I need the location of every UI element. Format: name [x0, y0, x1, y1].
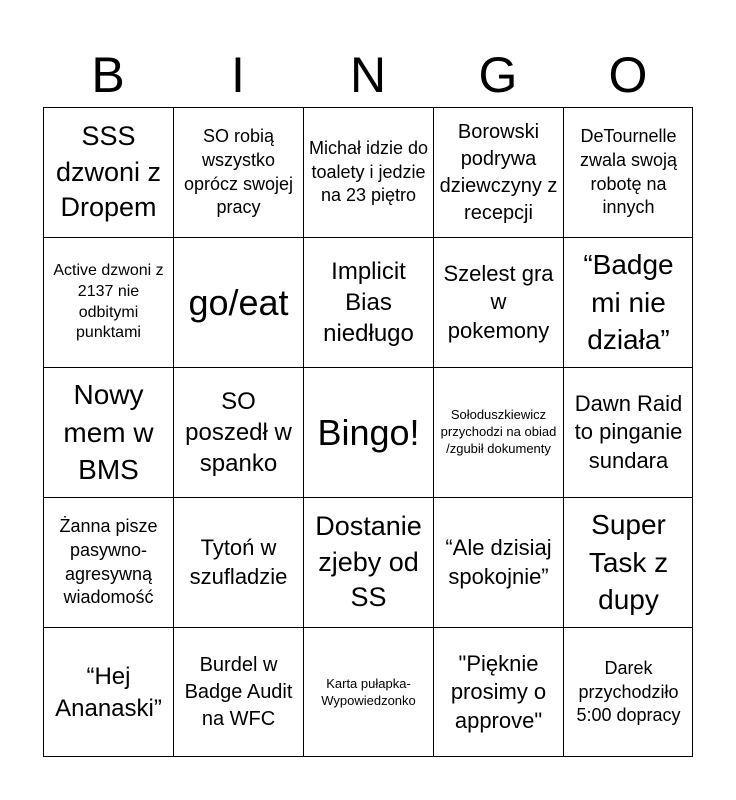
- cell-text: Dostanie zjeby od SS: [315, 510, 422, 613]
- bingo-cell: [433, 107, 563, 237]
- bingo-cell: [433, 627, 563, 757]
- cell-text: Szelest gra w pokemony: [443, 260, 554, 343]
- cell-text: Active dzwoni z 2137 nie odbitymi punktami: [53, 261, 164, 342]
- bingo-cell: [43, 497, 173, 627]
- bingo-cell: [173, 107, 303, 237]
- cell-text: "Pięknie prosimy o approve": [450, 650, 547, 733]
- bingo-cell: [433, 497, 563, 627]
- cell-text: “Ale dzisiaj spokojnie”: [445, 534, 552, 589]
- cell-text: SO poszedł w spanko: [185, 387, 292, 478]
- header-letter-n: N: [349, 47, 387, 103]
- bingo-cell: [303, 107, 433, 237]
- header-letter-i: I: [231, 47, 245, 103]
- cell-text: Super Task z dupy: [588, 508, 669, 616]
- cell-text: Nowy mem w BMS: [63, 378, 154, 486]
- bingo-cell: [563, 497, 693, 627]
- cell-text: go/eat: [188, 281, 289, 323]
- free-space-text: Bingo!: [317, 411, 420, 453]
- cell-text: DeTournelle zwala swoją robotę na innych: [579, 125, 678, 218]
- bingo-cell: [43, 237, 173, 367]
- cell-text: “Badge mi nie działa”: [583, 248, 674, 356]
- cell-text: Karta pułapka- Wypowiedzonko: [321, 675, 416, 708]
- header-letter-g: G: [478, 47, 518, 103]
- bingo-cell: [303, 237, 433, 367]
- bingo-cell: [433, 367, 563, 497]
- cell-text: Michał idzie do toalety i jedzie na 23 piętro: [308, 137, 429, 206]
- bingo-cell: [563, 237, 693, 367]
- bingo-cell: [173, 627, 303, 757]
- cell-text: SSS dzwoni z Dropem: [55, 120, 162, 223]
- bingo-cell: [303, 497, 433, 627]
- cell-text: “Hej Ananaski”: [55, 663, 162, 722]
- cell-text: Tytoń w szufladzie: [189, 534, 288, 589]
- bingo-header: [43, 42, 693, 108]
- bingo-cell: [173, 497, 303, 627]
- bingo-board: [43, 107, 693, 757]
- cell-text: Sołoduszkiewicz przychodzi na obiad /zgubił dokumenty: [440, 407, 557, 456]
- bingo-cell: [43, 367, 173, 497]
- bingo-cell: [563, 107, 693, 237]
- bingo-cell: [43, 107, 173, 237]
- cell-text: Darek przychodziło 5:00 dopracy: [576, 657, 681, 726]
- cell-text: SO robią wszystko oprócz swojej pracy: [183, 125, 294, 218]
- free-space-cell: [303, 367, 433, 497]
- bingo-cell: [43, 627, 173, 757]
- bingo-cell: [173, 237, 303, 367]
- cell-text: Burdel w Badge Audit na WFC: [184, 654, 293, 730]
- cell-text: Borowski podrywa dziewczyny z recepcji: [439, 120, 558, 224]
- bingo-cell: [563, 627, 693, 757]
- cell-text: Implicit Bias niedługo: [323, 257, 414, 348]
- bingo-cell: [303, 627, 433, 757]
- bingo-cell: [563, 367, 693, 497]
- cell-text: Dawn Raid to pinganie sundara: [574, 390, 683, 473]
- bingo-cell: [173, 367, 303, 497]
- cell-text: Żanna pisze pasywno-agresywną wiadomość: [59, 515, 158, 608]
- bingo-cell: [433, 237, 563, 367]
- header-letter-b: B: [91, 47, 125, 103]
- header-letter-o: O: [608, 47, 648, 103]
